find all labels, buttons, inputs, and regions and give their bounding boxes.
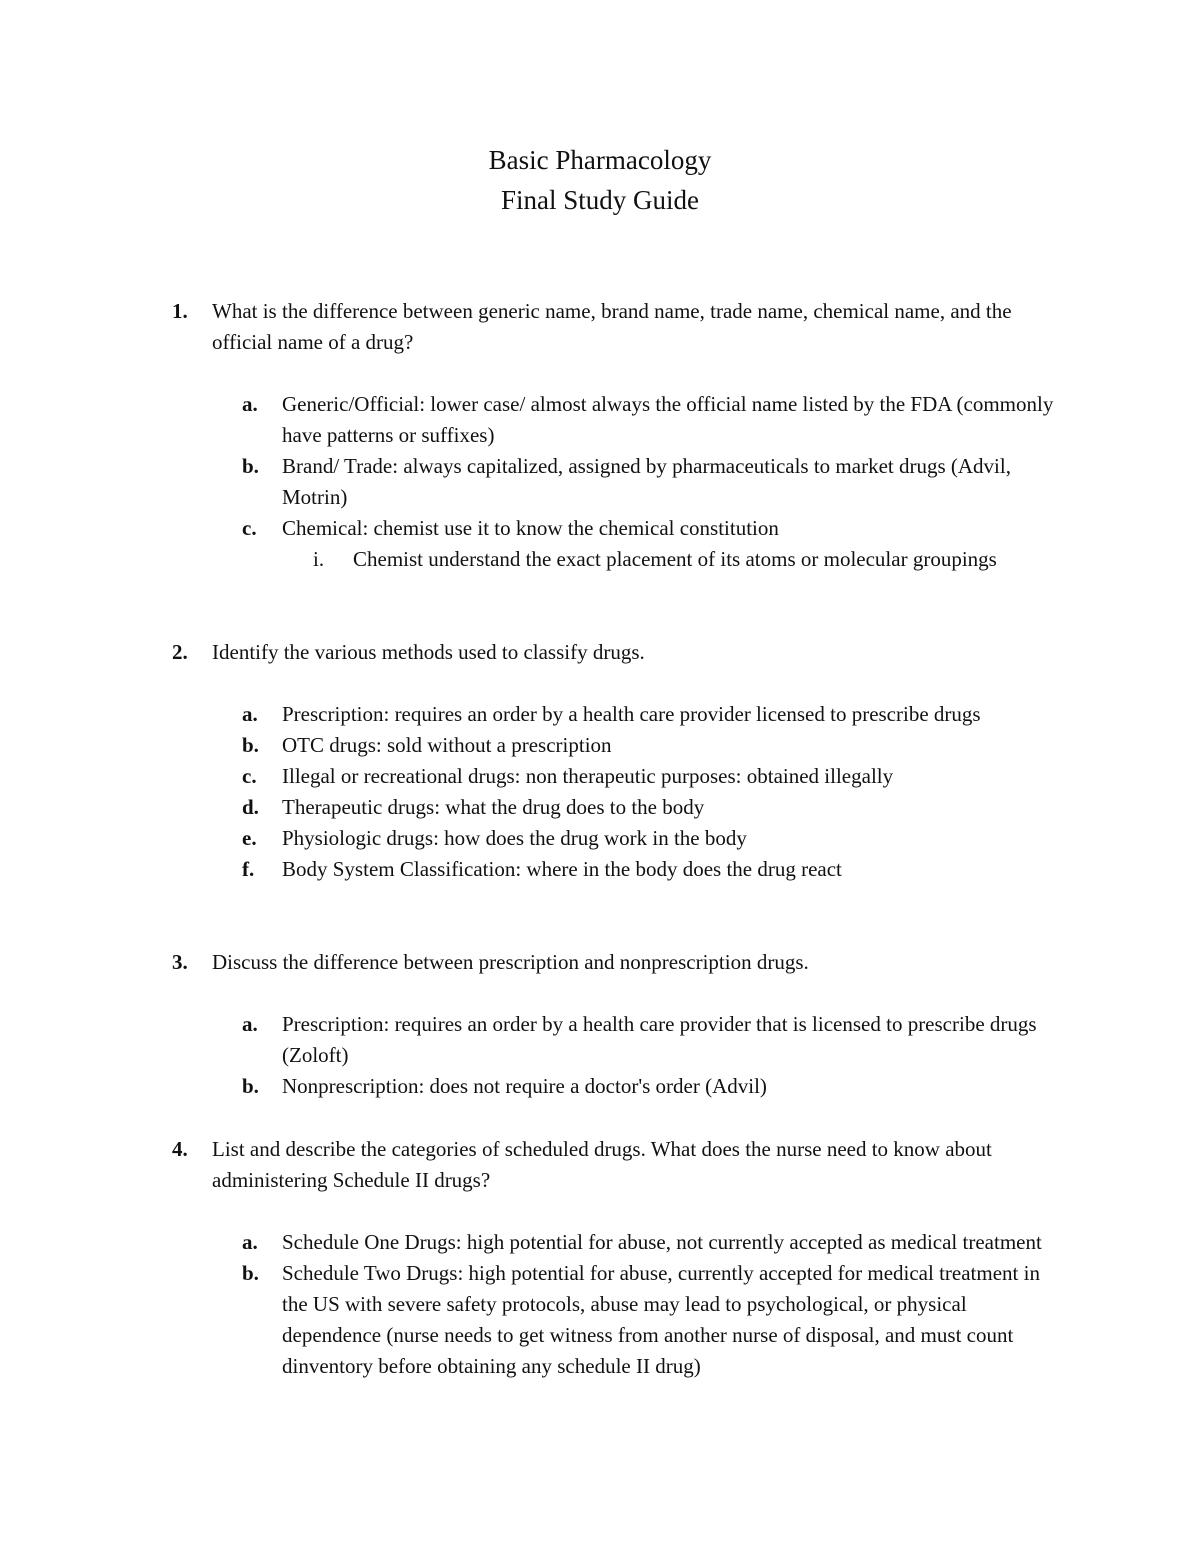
answer-letter: b. — [242, 1261, 259, 1285]
title-line-1: Basic Pharmacology — [488, 145, 712, 175]
answer-item — [242, 1258, 1062, 1382]
sub-answer-numeral: i. — [313, 547, 325, 571]
answer-item — [242, 854, 1062, 885]
answer-letter: b. — [242, 733, 259, 757]
answer-text: Prescription: requires an order by a health care provider that is licensed to prescribe drugs (Zoloft) — [282, 1012, 1037, 1067]
question-4 — [172, 1134, 1062, 1382]
answer-letter: a. — [242, 702, 258, 726]
answer-letter: a. — [242, 392, 258, 416]
question-text: Identify the various methods used to classify drugs. — [212, 640, 645, 664]
question-heading — [172, 296, 1062, 358]
answer-text: Generic/Official: lower case/ almost always the official name listed by the FDA (commonly have patterns or suffixes) — [282, 392, 1054, 447]
answer-letter: f. — [242, 857, 255, 881]
question-2 — [172, 637, 1062, 885]
answer-text: Illegal or recreational drugs: non therapeutic purposes: obtained illegally — [282, 764, 894, 788]
answer-text: Schedule One Drugs: high potential for abuse, not currently accepted as medical treatment — [282, 1230, 1042, 1254]
answer-letter: b. — [242, 454, 259, 478]
answer-item — [242, 451, 1062, 513]
question-number: 3. — [172, 950, 188, 974]
sub-answer-text: Chemist understand the exact placement of its atoms or molecular groupings — [353, 547, 997, 571]
answer-list — [242, 1009, 1062, 1102]
answer-text: Schedule Two Drugs: high potential for abuse, currently accepted for medical treatment in the US with severe safety protocols, abuse may lead to psychological, or physical dependence (nurse needs to get witness from another nurse of disposal, and must count dinventory before obtaining any schedule II drug) — [282, 1261, 1040, 1378]
answer-list — [242, 699, 1062, 885]
answer-text: Physiologic drugs: how does the drug work in the body — [282, 826, 747, 850]
question-text: Discuss the difference between prescription and nonprescription drugs. — [212, 950, 809, 974]
answer-text: Nonprescription: does not require a doctor's order (Advil) — [282, 1074, 767, 1098]
answer-letter: c. — [242, 764, 257, 788]
answer-list — [242, 1227, 1062, 1382]
document-title — [0, 140, 1200, 220]
question-number: 4. — [172, 1137, 188, 1161]
answer-item — [242, 513, 1062, 575]
question-text: What is the difference between generic name, brand name, trade name, chemical name, and the official name of a drug? — [212, 299, 1012, 354]
answer-text: Body System Classification: where in the body does the drug react — [282, 857, 842, 881]
answer-item — [242, 1071, 1062, 1102]
answer-item — [242, 792, 1062, 823]
answer-text: Chemical: chemist use it to know the chemical constitution — [282, 516, 779, 540]
sub-answer-item — [282, 544, 1062, 575]
question-heading — [172, 1134, 1062, 1196]
answer-letter: a. — [242, 1012, 258, 1036]
answer-text: OTC drugs: sold without a prescription — [282, 733, 612, 757]
answer-letter: b. — [242, 1074, 259, 1098]
question-3 — [172, 947, 1062, 1102]
answer-item — [242, 1009, 1062, 1071]
answer-item — [242, 730, 1062, 761]
answer-text: Brand/ Trade: always capitalized, assigned by pharmaceuticals to market drugs (Advil, Motrin) — [282, 454, 1011, 509]
title-line-2: Final Study Guide — [500, 185, 699, 215]
answer-item — [242, 1227, 1062, 1258]
answer-text: Therapeutic drugs: what the drug does to the body — [282, 795, 705, 819]
answer-item — [242, 761, 1062, 792]
answer-letter: c. — [242, 516, 257, 540]
answer-item — [242, 699, 1062, 730]
question-number: 1. — [172, 299, 188, 323]
question-number: 2. — [172, 640, 188, 664]
question-heading — [172, 637, 1062, 668]
answer-item — [242, 823, 1062, 854]
question-text: List and describe the categories of scheduled drugs. What does the nurse need to know about administering Schedule II drugs? — [212, 1137, 992, 1192]
question-heading — [172, 947, 1062, 978]
answer-item — [242, 389, 1062, 451]
question-1 — [172, 296, 1062, 575]
answer-letter: a. — [242, 1230, 258, 1254]
answer-list — [242, 389, 1062, 575]
answer-letter: d. — [242, 795, 259, 819]
answer-text: Prescription: requires an order by a health care provider licensed to prescribe drugs — [282, 702, 981, 726]
answer-letter: e. — [242, 826, 257, 850]
